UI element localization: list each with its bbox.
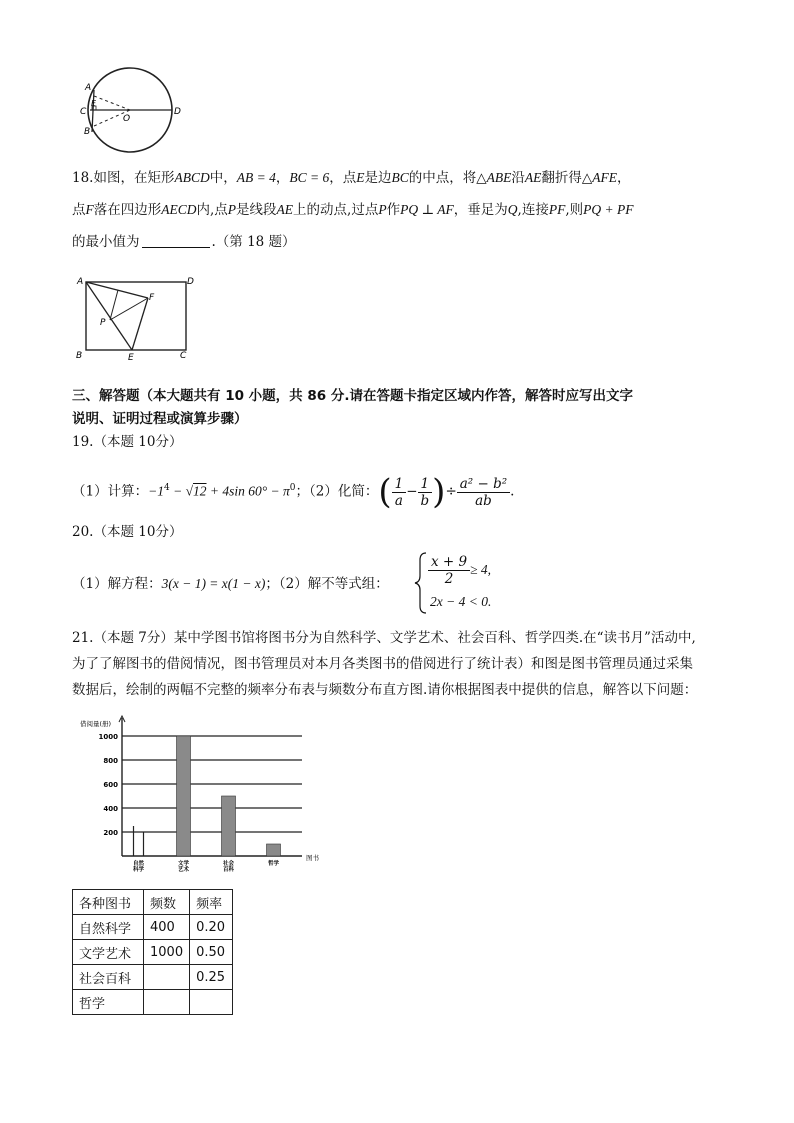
table-header-cell: 各种图书 xyxy=(73,890,144,915)
label-p: P xyxy=(100,318,106,328)
label-b: B xyxy=(84,127,91,137)
q18-line3: 的最小值为 .（第 18 题） xyxy=(72,234,296,250)
table-row xyxy=(73,965,233,990)
x-tick-label: 百科 xyxy=(222,867,235,873)
y-axis-label: 借阅量(册) xyxy=(80,720,112,728)
q19-parts: （1）计算：$-1^4 - √12 + 4\sin$ $60^\circ - \pi^0$；（2）化简：( $\frac{1}{a}$ − $\frac{1}{b}$ )÷ $\frac{\text{a² − b²}}{ab}$ . xyxy=(72,472,515,512)
table-cell: 0.50 xyxy=(190,940,233,965)
label-f: F xyxy=(149,293,155,303)
table-cell xyxy=(190,990,233,1015)
table-cell: 0.25 xyxy=(190,965,233,990)
x-tick-label: 哲学 xyxy=(267,861,280,867)
y-tick-label: 200 xyxy=(103,829,118,837)
table-cell: 社会百科 xyxy=(73,965,144,990)
x-tick-label: 文学 xyxy=(177,861,190,867)
label-d: D xyxy=(187,277,194,287)
label-b: B xyxy=(76,351,83,361)
q18-line2: 点F落在四边形AECD内,点P是线段AE上的动点,过点P作PQ ⊥ AF，垂足为Q,连接PF,则PQ + PF xyxy=(72,202,634,218)
y-tick-label: 400 xyxy=(103,805,118,813)
x-tick-label: 艺术 xyxy=(177,867,190,873)
q21-line3: 数据后，绘制的两幅不完整的频率分布表与频数分布直方图.请你根据图表中提供的信息，解答以下问题： xyxy=(72,682,698,698)
label-a: A xyxy=(85,83,92,93)
circle-figure xyxy=(78,66,188,154)
label-e: E xyxy=(128,353,134,363)
bar xyxy=(267,844,281,856)
q20-part1: （1）解方程：3(x − 1) = x(1 − x)；（2）解不等式组： xyxy=(72,576,389,592)
x-tick-label: 社会 xyxy=(222,861,235,867)
q18-line1: 18.如图，在矩形ABCD中，AB = 4，BC = 6，点E是边BC的中点，将△ABE沿AE翻折得△AFE， xyxy=(72,170,631,186)
table-cell: 文学艺术 xyxy=(73,940,144,965)
label-o: O xyxy=(123,114,131,124)
label-c: C xyxy=(80,107,87,117)
label-c: C xyxy=(180,351,187,361)
bar xyxy=(177,736,191,856)
q19-header: 19.（本题 10分） xyxy=(72,434,183,450)
label-e: E xyxy=(91,99,97,108)
dashed-oa xyxy=(94,96,130,110)
q21-line1: 21.（本题 7分）某中学图书馆将图书分为自然科学、文学艺术、社会百科、哲学四类.在“读书月”活动中, xyxy=(72,630,696,646)
table-row xyxy=(73,915,233,940)
table-header-cell: 频数 xyxy=(144,890,190,915)
y-tick-label: 800 xyxy=(103,757,118,765)
rectangle-figure xyxy=(74,272,198,364)
table-row xyxy=(73,940,233,965)
rect-abcd xyxy=(86,282,186,350)
table-header-cell: 频率 xyxy=(190,890,233,915)
section3-title-line1: 三、解答题（本大题共有 10 小题，共 86 分.请在答题卡指定区域内作答，解答时应写出文字 xyxy=(72,388,634,404)
table-cell: 400 xyxy=(144,915,190,940)
x-tick-label: 科学 xyxy=(132,867,145,873)
q20-header: 20.（本题 10分） xyxy=(72,524,183,540)
table-cell: 0.20 xyxy=(190,915,233,940)
table-row xyxy=(73,990,233,1015)
table-header-row xyxy=(73,890,233,915)
x-axis-label: 图书 xyxy=(306,854,319,862)
ineq-2: 2x − 4 < 0. xyxy=(430,594,492,609)
bar-chart xyxy=(72,714,322,884)
label-d: D xyxy=(174,107,181,117)
label-a: A xyxy=(77,277,84,287)
system-brace xyxy=(414,552,428,614)
chord-ab xyxy=(92,90,94,132)
answer-blank[interactable] xyxy=(142,233,210,248)
table-cell: 1000 xyxy=(144,940,190,965)
y-tick-label: 600 xyxy=(103,781,118,789)
table-cell: 自然科学 xyxy=(73,915,144,940)
frequency-table xyxy=(72,889,233,1015)
table-cell: 哲学 xyxy=(73,990,144,1015)
ineq-1: $\frac{x + 9}{2}$ ≥ 4, xyxy=(428,554,491,587)
q21-line2: 为了了解图书的借阅情况，图书管理员对本月各类图书的借阅进行了统计表）和图是图书管理员通过采集 xyxy=(72,656,693,672)
table-cell xyxy=(144,990,190,1015)
section3-title-line2: 说明、证明过程或演算步骤） xyxy=(72,411,248,427)
bar xyxy=(222,796,236,856)
y-tick-label: 1000 xyxy=(98,733,118,741)
table-cell xyxy=(144,965,190,990)
x-tick-label: 自然 xyxy=(132,861,145,867)
